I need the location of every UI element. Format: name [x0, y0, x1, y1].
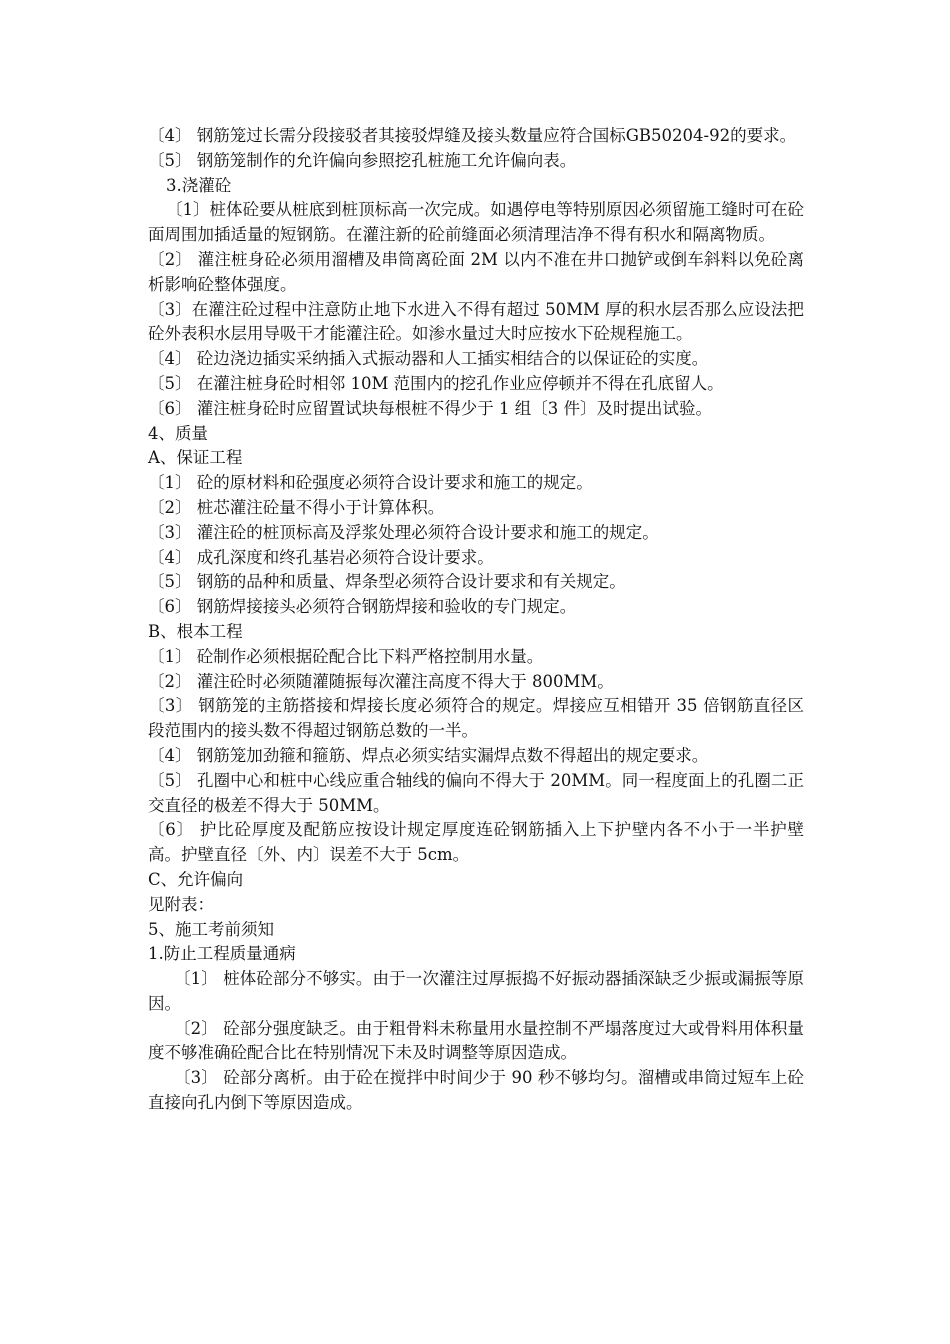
- paragraph-basic-6: 〔6〕 护比砼厚度及配筋应按设计规定厚度连砼钢筋插入上下护壁内各不小于一半护壁高。护壁直径〔外、内〕误差不大于 5cm。: [148, 820, 804, 865]
- paragraph-guarantee-6: 〔6〕 钢筋焊接接头必须符合钢筋焊接和验收的专门规定。: [148, 597, 577, 617]
- subheading-defects: 1.防止工程质量通病: [148, 944, 296, 964]
- paragraph-pour-1: 〔1〕桩体砼要从桩底到桩顶标高一次完成。如遇停电等特别原因必须留施工缝时可在砼面周围加插适量的短钢筋。在灌注新的砼前缝面必须清理洁净不得有积水和隔离物质。: [148, 200, 804, 245]
- paragraph-guarantee-2: 〔2〕 桩芯灌注砼量不得小于计算体积。: [148, 497, 445, 517]
- paragraph-guarantee-5: 〔5〕 钢筋的品种和质量、焊条型必须符合设计要求和有关规定。: [148, 572, 626, 592]
- paragraph-guarantee-1: 〔1〕 砼的原材料和砼强度必须符合设计要求和施工的规定。: [148, 473, 593, 493]
- paragraph-pour-4: 〔4〕 砼边浇边插实采纳插入式振动器和人工插实相结合的以保证砼的实度。: [148, 349, 709, 369]
- paragraph-guarantee-4: 〔4〕 成孔深度和终孔基岩必须符合设计要求。: [148, 547, 494, 567]
- paragraph-pour-6: 〔6〕 灌注桩身砼时应留置试块每根桩不得少于 1 组〔3 件〕及时提出试验。: [148, 398, 712, 418]
- paragraph-basic-5: 〔5〕 孔圈中心和桩中心线应重合轴线的偏向不得大于 20MM。同一程度面上的孔圈二正交直径的极差不得大于 50MM。: [148, 770, 804, 815]
- paragraph-pour-5: 〔5〕 在灌注桩身砼时相邻 10M 范围内的挖孔作业应停顿并不得在孔底留人。: [148, 373, 724, 393]
- paragraph-pour-2: 〔2〕 灌注桩身砼必须用溜槽及串筒离砼面 2M 以内不准在井口抛铲或倒车斜料以免砼离析影响砼整体强度。: [148, 249, 804, 294]
- paragraph-basic-4: 〔4〕 钢筋笼加劲箍和箍筋、焊点必须实结实漏焊点数不得超出的规定要求。: [148, 745, 709, 765]
- section-heading-pouring: 3.浇灌砼: [166, 175, 232, 195]
- subheading-basic: B、根本工程: [148, 621, 243, 641]
- paragraph-defect-1: 〔1〕 桩体砼部分不够实。由于一次灌注过厚振捣不好振动器插深缺乏少振或漏振等原因。: [148, 969, 804, 1013]
- paragraph-basic-2: 〔2〕 灌注砼时必须随灌随振每次灌注高度不得大于 800MM。: [148, 671, 614, 691]
- section-heading-quality: 4、质量: [148, 423, 208, 443]
- paragraph-guarantee-3: 〔3〕 灌注砼的桩顶标高及浮浆处理必须符合设计要求和施工的规定。: [148, 522, 659, 542]
- paragraph-4-2: 〔5〕 钢筋笼制作的允许偏向参照挖孔桩施工允许偏向表。: [148, 150, 577, 170]
- document-body: [148, 124, 804, 1116]
- paragraph-4-1: 〔4〕 钢筋笼过长需分段接驳者其接驳焊缝及接头数量应符合国标GB50204-92的要求。: [148, 126, 797, 145]
- paragraph-see-table: 见附表：: [148, 894, 214, 914]
- paragraph-defect-3: 〔3〕 砼部分离析。由于砼在搅拌中时间少于 90 秒不够均匀。溜槽或串筒过短车上砼直接向孔内倒下等原因造成。: [148, 1068, 804, 1113]
- paragraph-basic-1: 〔1〕 砼制作必须根据砼配合比下料严格控制用水量。: [148, 646, 544, 666]
- paragraph-defect-2: 〔2〕 砼部分强度缺乏。由于粗骨料未称量用水量控制不严塌落度过大或骨料用体积量度不够准确砼配合比在特别情况下未及时调整等原因造成。: [148, 1018, 804, 1063]
- paragraph-basic-3: 〔3〕 钢筋笼的主筋搭接和焊接长度必须符合的规定。焊接应互相错开 35 倍钢筋直径区段范围内的接头数不得超过钢筋总数的一半。: [148, 696, 804, 741]
- section-heading-notes: 5、施工考前须知: [148, 919, 274, 939]
- paragraph-pour-3: 〔3〕在灌注砼过程中注意防止地下水进入不得有超过 50MM 厚的积水层否那么应设法把砼外表积水层用导吸干才能灌注砼。如渗水量过大时应按水下砼规程施工。: [148, 299, 804, 344]
- subheading-tolerance: C、允许偏向: [148, 869, 244, 889]
- subheading-guarantee: A、保证工程: [148, 448, 243, 468]
